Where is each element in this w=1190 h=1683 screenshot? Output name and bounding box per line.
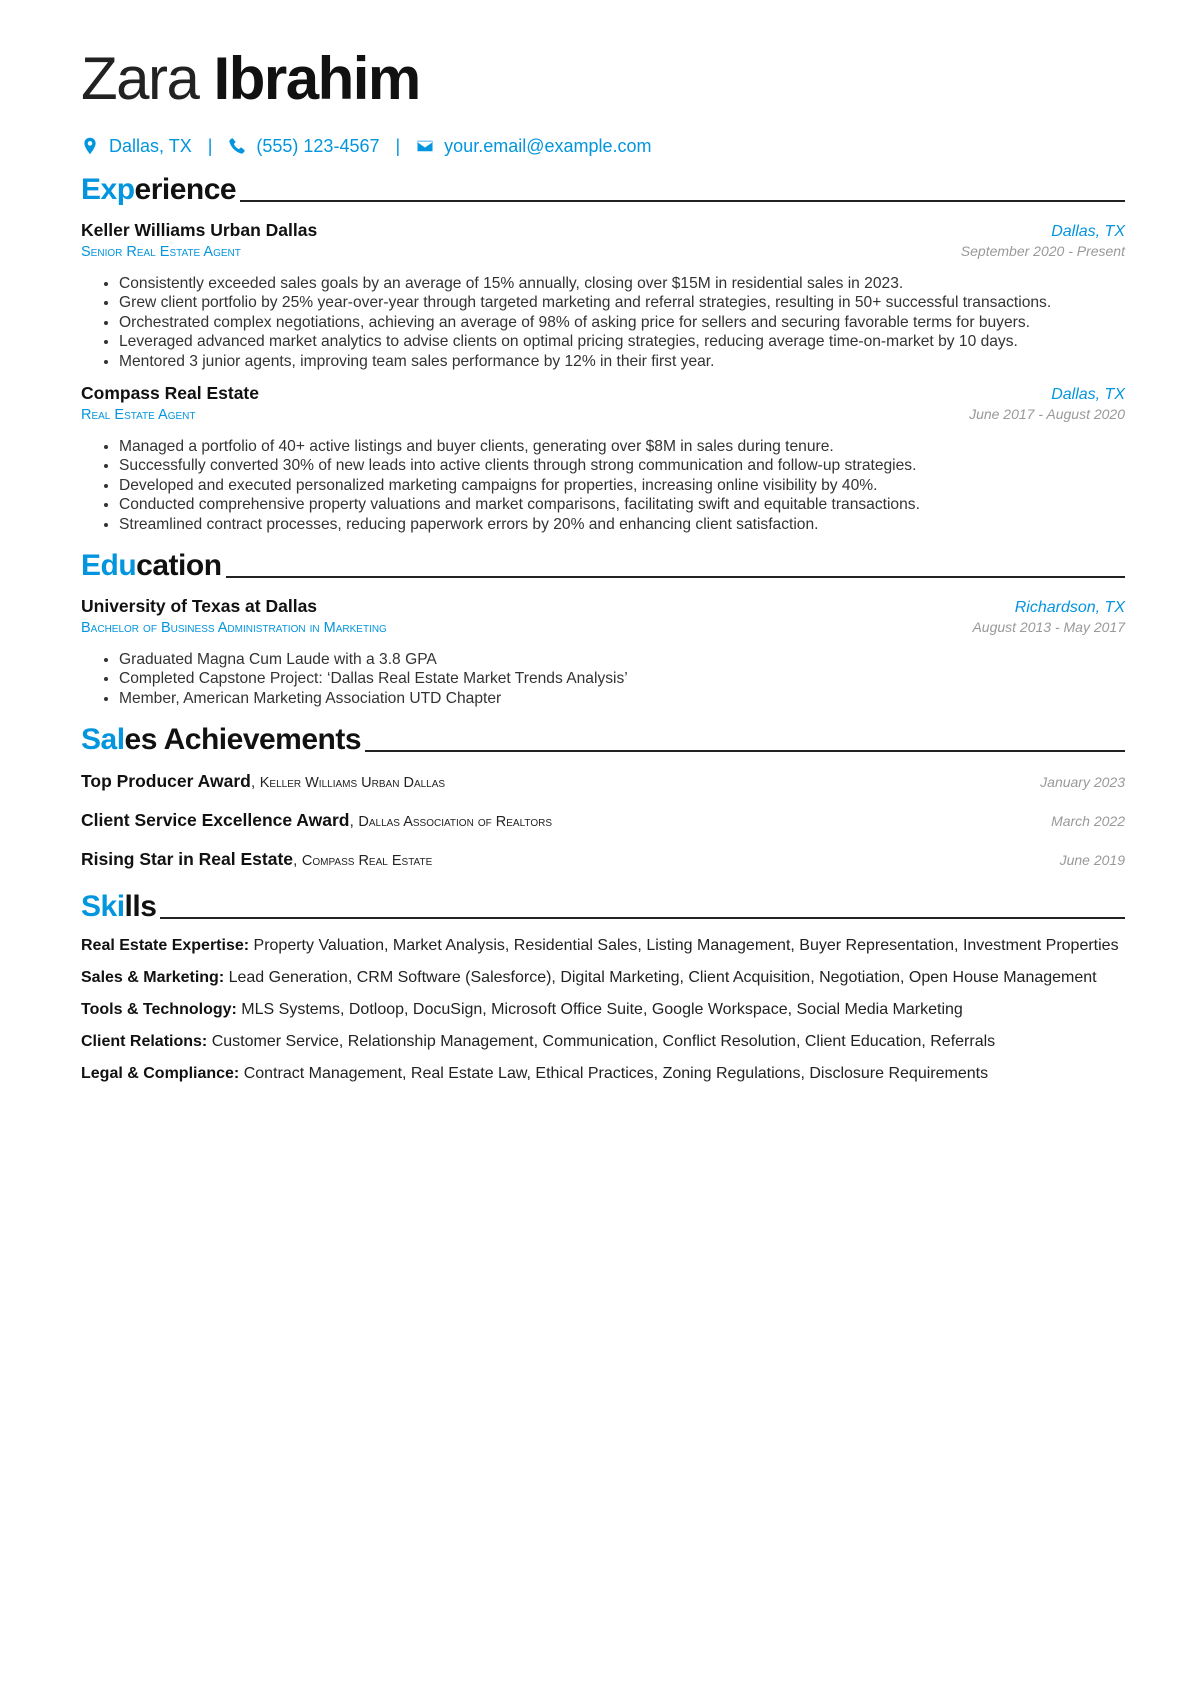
- achievements-heading: Sales Achievements: [81, 720, 1125, 758]
- award-name: Client Service Excellence Award: [81, 810, 350, 831]
- bullet-list: [81, 437, 1125, 534]
- role-title: Real Estate Agent: [81, 407, 196, 424]
- award-item: Client Service Excellence Award, Dallas Association of Realtors March 2022: [81, 810, 1125, 831]
- organization: Compass Real Estate: [81, 383, 259, 404]
- list-item: • Graduated Magna Cum Laude with a 3.8 GPA: [119, 650, 1125, 669]
- skill-values: Property Valuation, Market Analysis, Residential Sales, Listing Management, Buyer Representation, Investment Properties: [253, 937, 1119, 955]
- list-item: • Leveraged advanced market analytics to advise clients on optimal pricing strategies, reducing average time-on-market by 10 days.: [119, 332, 1125, 351]
- list-item: • Successfully converted 30% of new leads into active clients through strong communication and follow-up strategies.: [119, 456, 1125, 475]
- experience-heading: Experience: [81, 170, 1125, 208]
- candidate-name: Zara Ibrahim: [81, 45, 420, 112]
- education-heading: Education: [81, 546, 1125, 584]
- skill-category: Real Estate Expertise:: [81, 937, 250, 955]
- email-link[interactable]: your.email@example.com: [444, 135, 652, 156]
- divider: [365, 750, 1125, 752]
- skills-heading: Skills: [81, 887, 1125, 925]
- envelope-icon: [416, 137, 434, 155]
- skill-category: Legal & Compliance:: [81, 1065, 240, 1083]
- education-entry: [81, 596, 1125, 708]
- divider: [160, 917, 1125, 919]
- list-item: • Completed Capstone Project: ‘Dallas Real Estate Market Trends Analysis’: [119, 669, 1125, 688]
- award-date: June 2019: [1059, 852, 1125, 869]
- award-name: Top Producer Award: [81, 771, 251, 792]
- experience-entry: [81, 383, 1125, 534]
- skill-row: [81, 1030, 1125, 1053]
- award-item: Top Producer Award, Keller Williams Urban Dallas January 2023: [81, 771, 1125, 792]
- organization: Keller Williams Urban Dallas: [81, 220, 318, 240]
- divider: [240, 200, 1125, 202]
- list-item: • Developed and executed personalized marketing campaigns for properties, increasing online visibility by 40%.: [119, 476, 1125, 495]
- skill-values: MLS Systems, Dotloop, DocuSign, Microsoft Office Suite, Google Workspace, Social Media Marketing: [241, 1001, 963, 1019]
- skill-category: Tools & Technology:: [81, 1001, 237, 1019]
- list-item: • Consistently exceeded sales goals by an average of 15% annually, closing over $15M in residential sales in 2023.: [119, 274, 1125, 293]
- entry-dates: June 2017 - August 2020: [969, 406, 1125, 423]
- map-pin-icon: [81, 137, 99, 155]
- skill-category: Sales & Marketing:: [81, 969, 225, 987]
- list-item: • Conducted comprehensive property valuations and market comparisons, facilitating swift and equitable transactions.: [119, 495, 1125, 514]
- entry-dates: September 2020 - Present: [960, 243, 1125, 259]
- award-item: Rising Star in Real Estate, Compass Real Estate June 2019: [81, 849, 1125, 870]
- list-item: • Streamlined contract processes, reducing paperwork errors by 20% and enhancing client satisfaction.: [119, 515, 1125, 534]
- skill-values: Lead Generation, CRM Software (Salesforce), Digital Marketing, Client Acquisition, Negotiation, Open House Management: [228, 969, 1097, 987]
- resume: [81, 44, 1125, 1085]
- divider: [226, 576, 1125, 578]
- skill-category: Client Relations:: [81, 1033, 208, 1051]
- award-date: March 2022: [1051, 813, 1125, 830]
- skill-values: Contract Management, Real Estate Law, Ethical Practices, Zoning Regulations, Disclosure Requirements: [243, 1065, 989, 1083]
- bullet-list: [81, 650, 1125, 708]
- list-item: • Member, American Marketing Association UTD Chapter: [119, 689, 1125, 708]
- experience-entry: [81, 220, 1125, 371]
- entry-location: Dallas, TX: [1051, 386, 1125, 404]
- organization: University of Texas at Dallas: [81, 596, 318, 617]
- phone-icon: [228, 137, 246, 155]
- list-item: • Grew client portfolio by 25% year-over-year through targeted marketing and referral strategies, resulting in 50+ successful transactions.: [119, 293, 1125, 312]
- list-item: • Orchestrated complex negotiations, achieving an average of 98% of asking price for sellers and securing favorable terms for buyers.: [119, 313, 1125, 332]
- award-issuer: Compass Real Estate: [301, 853, 433, 870]
- award-name: Rising Star in Real Estate: [81, 849, 294, 870]
- bullet-list: [81, 274, 1125, 371]
- skill-row: [81, 966, 1125, 989]
- award-issuer: Dallas Association of Realtors: [358, 814, 552, 831]
- skill-values: Customer Service, Relationship Management, Communication, Conflict Resolution, Client Education, Referrals: [211, 1033, 996, 1051]
- contact-info: Dallas, TX | (555) 123-4567 | your.email@example.com: [81, 134, 1125, 158]
- skill-row: [81, 1062, 1125, 1085]
- entry-location: Dallas, TX: [1051, 223, 1125, 240]
- award-date: January 2023: [1040, 774, 1125, 791]
- skill-row: [81, 998, 1125, 1021]
- role-title: Senior Real Estate Agent: [81, 244, 241, 260]
- role-title: Bachelor of Business Administration in Marketing: [81, 620, 387, 637]
- phone: (555) 123-4567: [256, 135, 380, 156]
- entry-dates: August 2013 - May 2017: [972, 619, 1125, 636]
- list-item: • Managed a portfolio of 40+ active listings and buyer clients, generating over $8M in sales during tenure.: [119, 437, 1125, 456]
- list-item: • Mentored 3 junior agents, improving team sales performance by 12% in their first year.: [119, 352, 1125, 371]
- entry-location: Richardson, TX: [1014, 599, 1125, 617]
- location: Dallas, TX: [109, 135, 192, 156]
- skill-row: [81, 934, 1125, 957]
- award-issuer: Keller Williams Urban Dallas: [259, 775, 446, 792]
